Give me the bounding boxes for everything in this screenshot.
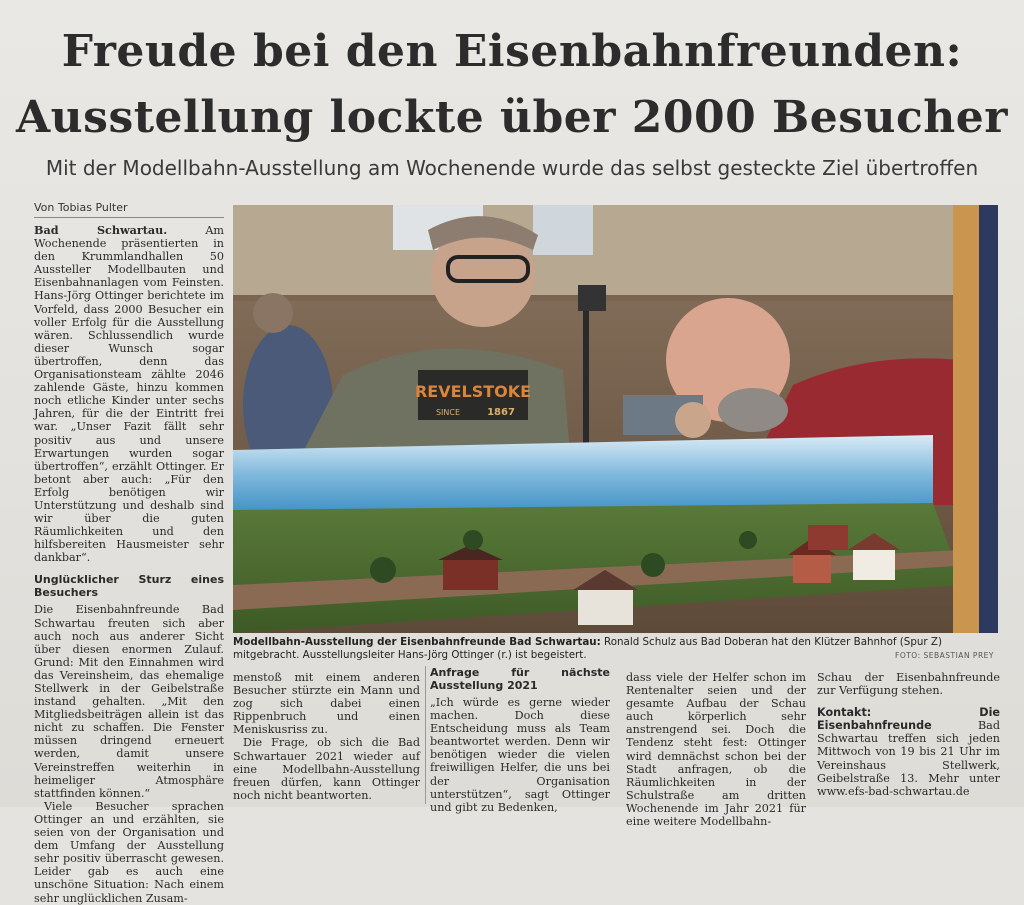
shirt-print-year: 1867 [487,407,515,418]
article-column-3 [430,666,610,814]
lead-text: Am Wochenende präsentierten in den Krummlandhallen 50 Aussteller Modellbauten und Eisenbahnanlagen vom Feinsten. Hans-Jörg Ottinger berichtete im Vorfeld, dass 2000 Besucher ein voller Erfolg für die Ausstellung wären. Schlussendlich wurde dieser Wunsch sogar übertroffen, denn das Organisationsteam zählte 2046 zahlende Gäste, hinzu kommen noch etliche Kinder unter sechs Jahren, für die der Eintritt frei war. „Unser Fazit fällt sehr positiv aus und unsere Erwartungen wurden sogar übertroffen“, erzählt Ottinger. Er betont aber auch: „Für den Erfolg benötigen wir Unterstützung und deshalb sind wir über die guten Räumlichkeiten und den hilfsbereiten Hausmeister sehr dankbar“. [34,224,225,565]
paragraph: Schau der Eisenbahnfreunde zur Verfügung stehen. [817,671,1000,698]
paragraph: „Ich würde es gerne wieder machen. Doch diese Entscheidung muss als Team beantwortet werden. Denn wir benötigen wieder die vielen freiwilligen Helfer, die uns bei der Organisation unterstützen“, sagt Ottinger und gibt zu Bedenken, [430,696,610,814]
headline-line-2: Ausstellung lockte über 2000 Besucher [16,92,1008,143]
article-column-4 [626,671,806,828]
paragraph: Die Eisenbahnfreunde Bad Schwartau freuten sich aber auch noch aus anderer Sicht über diesen enormen Zulauf. Grund: Mit den Einnahmen wird das Vereinsheim, das ehemalige Stellwerk in der Geibelstraße instand gehalten. „Mit den Mitgliedsbeiträgen allein ist das nicht zu schaffen. Die Fenster müssen dringend erneuert werden, damit unsere Vereinstreffen weiterhin in heimeliger Atmosphäre stattfinden können.“ [34,603,224,800]
article-column-5 [817,671,1000,798]
article-photo [233,205,998,633]
shirt-print-since: SINCE [435,408,461,417]
photo-credit: FOTO: SEBASTIAN PREY [895,651,994,660]
paragraph: Die Frage, ob sich die Bad Schwartauer 2021 wieder auf eine Modellbahn-Ausstellung freuen dürfen, kann Ottinger noch nicht beantworten. [233,736,420,802]
subheadline: Mit der Modellbahn-Ausstellung am Wochenende wurde das selbst gesteckte Ziel übertroffen [45,156,979,180]
photo-illustration [233,205,998,633]
section-subtitle-anfrage: Anfrage für nächste Ausstellung 2021 [430,666,610,692]
contact-text: Bad Schwartau treffen sich jeden Mittwoch von 19 bis 21 Uhr im Vereinshaus Stellwerk, Geibelstraße 13. Mehr unter www.efs-bad-schwartau.de [817,719,1000,798]
photo-caption [233,636,1001,662]
shirt-print-text: REVELSTOKE [414,382,532,401]
caption-text: Ronald Schulz aus Bad Doberan hat den Klützer Bahnhof (Spur Z) mitgebracht. Ausstellungsleiter Hans-Jörg Ottinger (r.) ist begeistert. [233,636,942,661]
dateline: Bad Schwartau. [34,223,168,237]
column-divider [425,666,426,804]
contact-paragraph [817,706,1000,798]
paragraph: menstoß mit einem anderen Besucher stürzte ein Mann und zog sich dabei einen Rippenbruch und einen Meniskusriss zu. [233,671,420,737]
article-column-2 [233,671,420,802]
byline-rule [34,217,224,218]
lead-paragraph [34,224,224,564]
paragraph: dass viele der Helfer schon im Rentenalter seien und der gesamte Aufbau der Schau auch körperlich sehr anstrengend sei. Doch die Tendenz steht fest: Ottinger wird demnächst schon bei der Stadt anfragen, ob die Räumlichkeiten in der Schulstraße am dritten Wochenende im Jahr 2021 für eine weitere Modellbahn- [626,671,806,829]
headline-line-1: Freude bei den Eisenbahnfreunden: [61,26,963,77]
section-subtitle-sturz: Unglücklicher Sturz eines Besuchers [34,573,224,600]
byline: Von Tobias Pulter [34,201,128,214]
caption-title: Modellbahn-Ausstellung der Eisenbahnfreunde Bad Schwartau: [233,636,601,648]
contact-label: Kontakt: Die Eisenbahnfreunde [817,706,1000,733]
article-column-1 [34,224,224,905]
paragraph: Viele Besucher sprachen Ottinger an und erzählten, sie seien von der Organisation und dem Umfang der Ausstellung sehr positiv überrascht gewesen. Leider gab es auch eine unschöne Situation: Nach einem sehr unglücklichen Zusam- [34,799,224,905]
